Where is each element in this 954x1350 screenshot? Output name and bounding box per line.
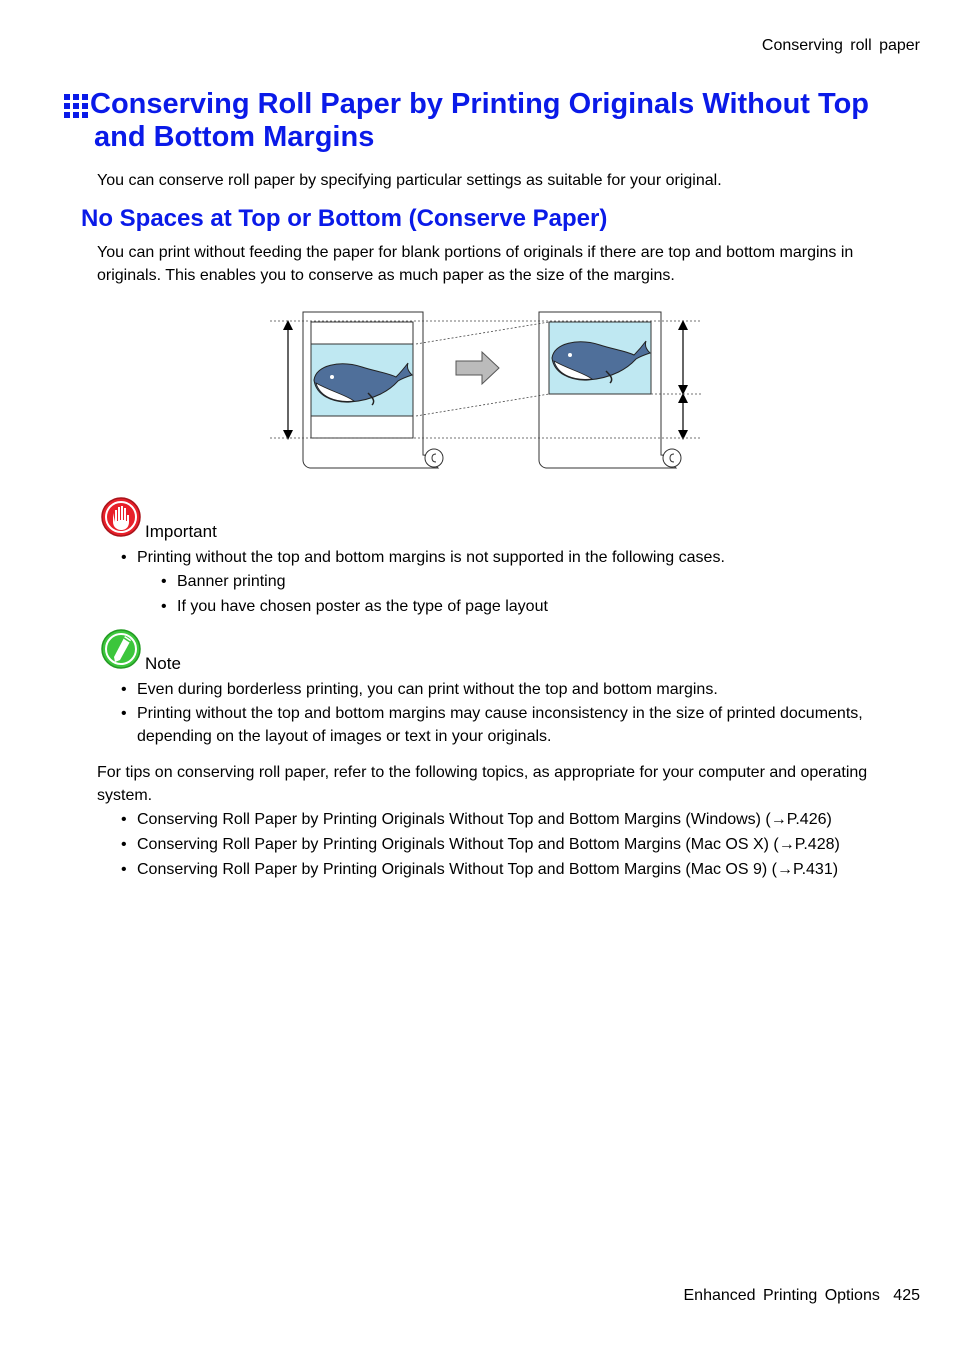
note-title: Note: [145, 654, 181, 673]
list-item: • Printing without the top and bottom margins may cause inconsistency in the size of printed documents, depending on the layout of images or text in your originals.: [121, 702, 881, 748]
list-item: • Banner printing: [161, 570, 548, 593]
pencil-icon: [100, 628, 142, 670]
note-list: [121, 678, 881, 749]
after-sheet: [539, 312, 688, 468]
list-item: • Printing without the top and bottom margins is not supported in the following cases.: [121, 546, 901, 569]
tip-link-mac-osx[interactable]: • Conserving Roll Paper by Printing Originals Without Top and Bottom Margins (Mac OS X) (→P.428): [121, 833, 911, 856]
page-title-line2: and Bottom Margins: [94, 121, 375, 153]
important-title: Important: [145, 522, 217, 541]
intro-text: You can conserve roll paper by specifying particular settings as suitable for your original.: [97, 172, 722, 189]
grid-bullet-icon: [64, 94, 88, 118]
list-item: • Even during borderless printing, you can print without the top and bottom margins.: [121, 678, 881, 701]
important-sublist: [161, 570, 548, 620]
tips-link-list: [121, 808, 911, 883]
stop-hand-icon: [100, 496, 142, 538]
tip-link-windows[interactable]: • Conserving Roll Paper by Printing Originals Without Top and Bottom Margins (Windows) (→P.426): [121, 808, 911, 831]
running-header: Conserving roll paper: [761, 37, 920, 54]
section-description: [97, 241, 877, 287]
description-line2: originals. This enables you to conserve as much paper as the size of the margins.: [97, 267, 675, 284]
list-item: • If you have chosen poster as the type of page layout: [161, 595, 548, 618]
section-heading: No Spaces at Top or Bottom (Conserve Paper): [81, 205, 608, 232]
tips-text: For tips on conserving roll paper, refer to the following topics, as appropriate for your computer and operating system.: [97, 764, 868, 804]
tip-link-mac-os9[interactable]: • Conserving Roll Paper by Printing Originals Without Top and Bottom Margins (Mac OS 9) (→P.431): [121, 858, 911, 881]
page-number: 425: [893, 1287, 920, 1304]
running-footer: [684, 1287, 921, 1305]
important-list: [121, 546, 901, 569]
page-title: [90, 88, 904, 154]
conversion-arrow: [456, 352, 499, 384]
page-title-line1: Conserving Roll Paper by Printing Originals Without Top: [90, 88, 870, 120]
description-line1: You can print without feeding the paper for blank portions of originals if there are top and bottom margins in: [97, 244, 854, 261]
conserve-paper-diagram: [250, 305, 720, 485]
footer-chapter: Enhanced Printing Options: [683, 1287, 880, 1304]
before-sheet: [283, 312, 443, 468]
